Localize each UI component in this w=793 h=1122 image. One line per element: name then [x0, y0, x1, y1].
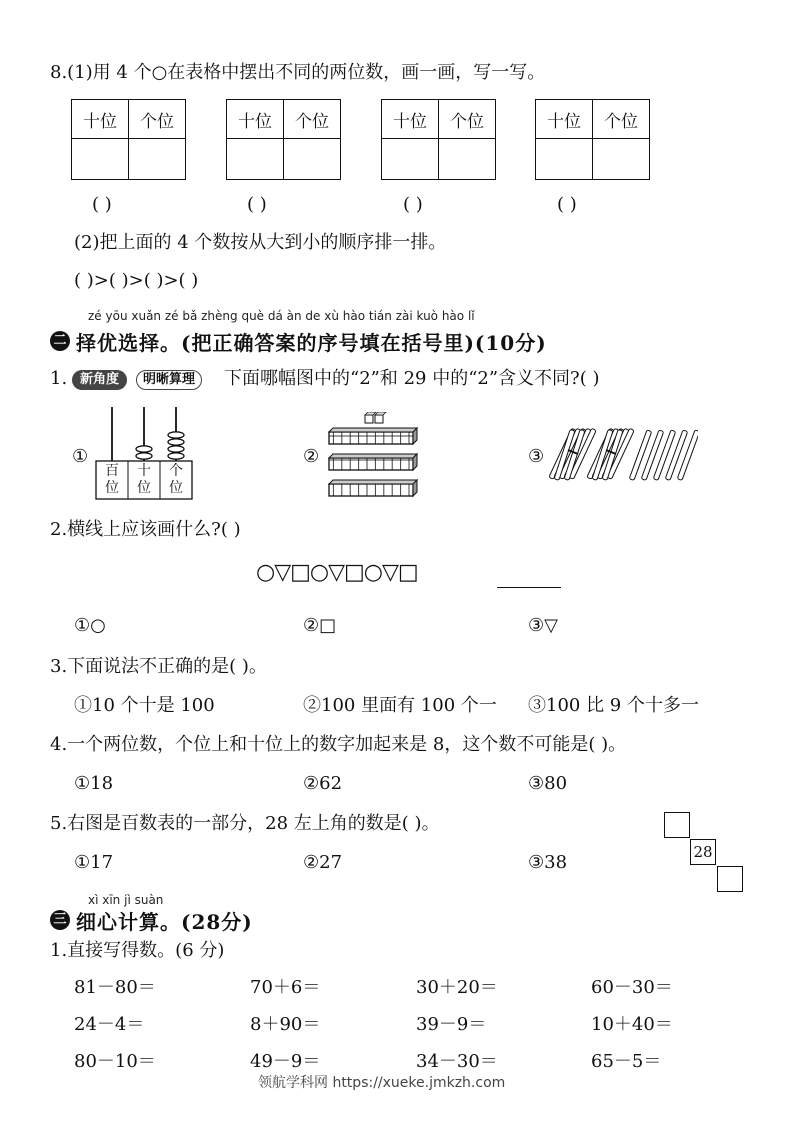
- ones-header: 个位: [439, 100, 496, 139]
- shape-sequence: ○▽□○▽□○▽□: [256, 560, 418, 585]
- calc-item[interactable]: 70＋6＝: [250, 977, 321, 998]
- q8-part1-text: 8.(1)用 4 个○在表格中摆出不同的两位数，画一画，写一写。: [50, 62, 546, 83]
- answer-blank-3[interactable]: ( ): [403, 194, 423, 215]
- new-angle-badge: 新角度: [72, 370, 127, 390]
- calc-item[interactable]: 49－9＝: [250, 1051, 321, 1072]
- q2-1-text: 下面哪幅图中的“2”和 29 中的“2”含义不同?( ): [224, 368, 600, 389]
- q2-4-option-1[interactable]: ①18: [74, 773, 114, 794]
- q2-3-text: 3.下面说法不正确的是( )。: [50, 656, 267, 677]
- tens-header: 十位: [227, 100, 284, 139]
- hundred-chart-cell-bottom-right: [717, 866, 743, 892]
- calc-item[interactable]: 81－80＝: [74, 977, 156, 998]
- hundred-chart-cell-top-left: [664, 812, 690, 838]
- calc-item[interactable]: 8＋90＝: [250, 1014, 321, 1035]
- tens-cell[interactable]: [227, 139, 284, 180]
- ones-header: 个位: [284, 100, 341, 139]
- q2-3-option-1[interactable]: ①10 个十是 100: [74, 695, 215, 716]
- section2-number-badge: 二: [50, 331, 70, 351]
- tens-header: 十位: [72, 100, 129, 139]
- place-value-table-3: [381, 99, 496, 180]
- ones-cell[interactable]: [593, 139, 650, 180]
- bundled-sticks-figure: [548, 425, 698, 485]
- q2-1-option-1-label[interactable]: ①: [72, 446, 89, 467]
- reasoning-badge: 明晰算理: [136, 370, 202, 390]
- abacus-tens-label: 十位: [137, 463, 151, 496]
- q2-1-number: 1.: [50, 368, 68, 389]
- tens-cell[interactable]: [382, 139, 439, 180]
- calc-item[interactable]: 24－4＝: [74, 1014, 145, 1035]
- answer-blank-2[interactable]: ( ): [247, 194, 267, 215]
- q2-3-option-3[interactable]: ③100 比 9 个十多一: [528, 695, 699, 716]
- tens-header: 十位: [536, 100, 593, 139]
- q2-5-option-3[interactable]: ③38: [528, 852, 568, 873]
- calc-item[interactable]: 10＋40＝: [591, 1014, 673, 1035]
- place-value-table-2: [226, 99, 341, 180]
- calc-item[interactable]: 65－5＝: [591, 1051, 662, 1072]
- tens-header: 十位: [382, 100, 439, 139]
- order-answer-line[interactable]: ( )>( )>( )>( ): [74, 270, 199, 291]
- q2-2-option-1[interactable]: ①○: [74, 615, 106, 636]
- answer-blank-4[interactable]: ( ): [557, 194, 577, 215]
- q2-1-option-3-label[interactable]: ③: [528, 446, 545, 467]
- q2-3-option-2[interactable]: ②100 里面有 100 个一: [303, 695, 497, 716]
- q2-4-text: 4.一个两位数，个位上和十位上的数字加起来是 8，这个数不可能是( )。: [50, 734, 627, 755]
- section3-title: 细心计算。(28分): [76, 910, 253, 934]
- answer-blank-1[interactable]: ( ): [92, 194, 112, 215]
- abacus-hundreds-label: 百位: [105, 463, 119, 496]
- calc-item[interactable]: 39－9＝: [416, 1014, 487, 1035]
- ones-cell[interactable]: [129, 139, 186, 180]
- abacus-ones-label: 个位: [169, 463, 183, 496]
- q2-5-option-1[interactable]: ①17: [74, 852, 114, 873]
- q8-part2-text: (2)把上面的 4 个数按从大到小的顺序排一排。: [74, 232, 447, 253]
- tens-cell[interactable]: [72, 139, 129, 180]
- sequence-answer-line[interactable]: [497, 587, 561, 588]
- q2-4-option-3[interactable]: ③80: [528, 773, 568, 794]
- q2-2-option-2[interactable]: ②□: [303, 615, 337, 636]
- q2-1-option-2-label[interactable]: ②: [303, 446, 320, 467]
- base-ten-blocks-figure: [325, 412, 420, 498]
- footer-watermark: 领航学科网 https://xueke.jmkzh.com: [258, 1075, 506, 1091]
- section3-q1-text: 1.直接写得数。(6 分): [50, 940, 225, 961]
- section2-title: 择优选择。(把正确答案的序号填在括号里)(10分): [76, 331, 547, 355]
- ones-header: 个位: [129, 100, 186, 139]
- section3-number-badge: 三: [50, 910, 70, 930]
- calc-item[interactable]: 80－10＝: [74, 1051, 156, 1072]
- calc-item[interactable]: 60－30＝: [591, 977, 673, 998]
- ones-cell[interactable]: [284, 139, 341, 180]
- calc-item[interactable]: 34－30＝: [416, 1051, 498, 1072]
- hundred-chart-cell-28: 28: [690, 839, 716, 865]
- section3-pinyin: xì xīn jì suàn: [88, 893, 164, 907]
- q2-4-option-2[interactable]: ②62: [303, 773, 343, 794]
- place-value-table-4: [535, 99, 650, 180]
- ones-header: 个位: [593, 100, 650, 139]
- section2-pinyin: zé yōu xuǎn zé bǎ zhèng què dá àn de xù hào tián zài kuò hào lǐ: [88, 309, 475, 323]
- tens-cell[interactable]: [536, 139, 593, 180]
- q2-2-option-3[interactable]: ③▽: [528, 615, 558, 636]
- q2-5-text: 5.右图是百数表的一部分，28 左上角的数是( )。: [50, 813, 440, 834]
- place-value-table-1: [71, 99, 186, 180]
- calc-item[interactable]: 30＋20＝: [416, 977, 498, 998]
- ones-cell[interactable]: [439, 139, 496, 180]
- q2-5-option-2[interactable]: ②27: [303, 852, 343, 873]
- q2-2-text: 2.横线上应该画什么?( ): [50, 519, 241, 540]
